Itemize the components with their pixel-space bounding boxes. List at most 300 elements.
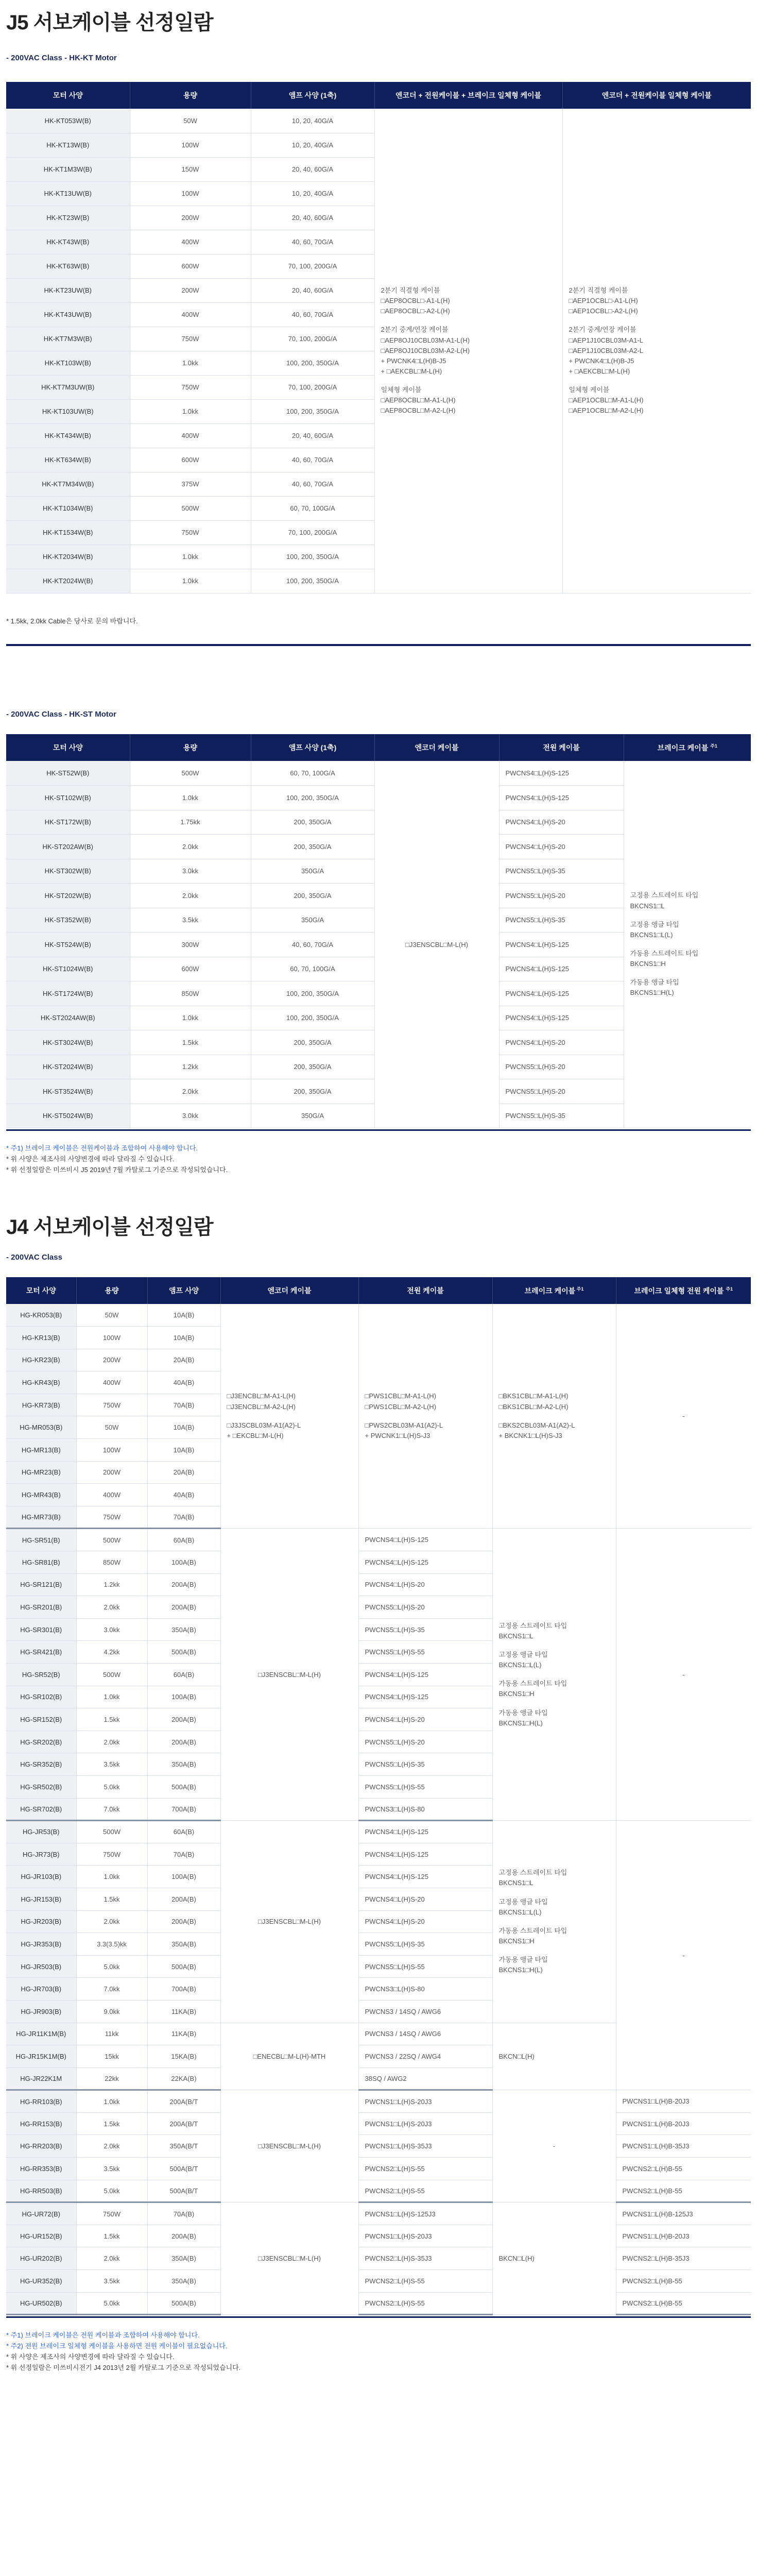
encoder-cable-line: □J3ENSCBL□M-L(H) <box>258 2255 321 2263</box>
motor-model: HK-ST3024W(B) <box>6 1030 130 1055</box>
column-header <box>6 1277 76 1304</box>
capacity: 400W <box>130 423 251 448</box>
power-cable: PWCNS4□L(H)S-125 <box>499 761 624 786</box>
amp-spec: 10A(B) <box>147 1304 220 1327</box>
brake-cable-line: □BKS2CBL03M-A1(A2)-L <box>498 1421 575 1429</box>
amp-spec: 350A(B/T <box>147 2135 220 2158</box>
power-cable: PWCNS4□L(H)S-20 <box>358 1573 492 1596</box>
amp-spec: 500A(B) <box>147 1775 220 1798</box>
capacity: 5.0kk <box>76 2180 147 2202</box>
motor-model: HK-ST1024W(B) <box>6 957 130 981</box>
table3-header-row <box>6 1277 751 1304</box>
amp-spec: 100A(B) <box>147 1866 220 1888</box>
motor-model: HG-JR903(B) <box>6 2000 76 2023</box>
amp-spec: 100, 200, 350G/A <box>251 545 374 569</box>
capacity: 2.0kk <box>130 884 251 908</box>
integrated-cable-line: □AEP1J10CBL03M-A1-L <box>569 336 643 344</box>
power-cable: PWCNS2□L(H)S-55 <box>358 2180 492 2202</box>
column-header-label: 모터 사양 <box>53 91 83 99</box>
column-header-label: 브레이크 일체형 전원 케이블 <box>634 1286 724 1295</box>
table1-subtitle: - 200VAC Class - HK-KT Motor <box>6 54 117 62</box>
table2-header-row <box>6 734 751 761</box>
column-header <box>6 734 130 761</box>
capacity: 1.2kk <box>76 1573 147 1596</box>
encoder-cable-line: □J3ENSCBL□M-L(H) <box>258 1918 321 1926</box>
power-cable-line: □PWS1CBL□M-A1-L(H) <box>365 1392 436 1400</box>
motor-model: HK-ST52W(B) <box>6 761 130 786</box>
amp-spec: 40A(B) <box>147 1484 220 1506</box>
table1-header-row <box>6 82 751 109</box>
capacity: 600W <box>130 448 251 472</box>
motor-model: HG-RR353(B) <box>6 2158 76 2180</box>
integrated-brake-power-cable: PWCNS1□L(H)B-20J3 <box>616 2225 751 2247</box>
capacity: 2.0kk <box>76 1596 147 1619</box>
power-cable: PWCNS4□L(H)S-125 <box>499 933 624 957</box>
motor-model: HK-ST302W(B) <box>6 859 130 884</box>
encoder-cable <box>220 1821 358 2023</box>
amp-spec: 60, 70, 100G/A <box>251 957 374 981</box>
motor-model: HK-KT7M3W(B) <box>6 327 130 351</box>
capacity: 750W <box>130 520 251 545</box>
integrated-cable-line: - <box>682 1412 685 1420</box>
column-header <box>6 82 130 109</box>
column-header-label: 전원 케이블 <box>543 743 580 752</box>
footnote-marker: 주1 <box>726 1286 733 1292</box>
capacity: 3.0kk <box>130 859 251 884</box>
power-cable <box>358 1304 492 1529</box>
power-cable: PWCNS1□L(H)S-125J3 <box>358 2202 492 2225</box>
motor-model: HK-ST2024W(B) <box>6 1055 130 1079</box>
power-cable: PWCNS1□L(H)S-20J3 <box>358 2090 492 2113</box>
amp-spec: 350A(B) <box>147 1753 220 1776</box>
capacity: 1.0kk <box>130 1006 251 1030</box>
motor-model: HG-RR203(B) <box>6 2135 76 2158</box>
power-cable: PWCNS4□L(H)S-125 <box>358 1821 492 1843</box>
column-header <box>374 734 499 761</box>
capacity: 750W <box>76 1394 147 1416</box>
capacity: 2.0kk <box>76 1910 147 1933</box>
motor-model: HG-JR11K1M(B) <box>6 2023 76 2045</box>
encoder-cable-line: □ENECBL□M-L(H)-MTH <box>253 2052 326 2060</box>
power-cable-line: + PWCNK1□L(H)S-J3 <box>365 1431 431 1439</box>
capacity: 50W <box>76 1304 147 1327</box>
amp-spec: 20A(B) <box>147 1349 220 1371</box>
capacity: 50W <box>76 1416 147 1439</box>
amp-spec: 20, 40, 60G/A <box>251 206 374 230</box>
integrated-brake-cable-line: + □AEKCBL□M-L(H) <box>381 367 442 375</box>
brake-cable-line: BKCNS1□L(L) <box>630 930 673 939</box>
capacity: 2.0kk <box>76 1731 147 1753</box>
integrated-cable-line: □AEP1OCBL□-A2-L(H) <box>569 307 638 315</box>
integrated-brake-power-cable: PWCNS2□L(H)B-55 <box>616 2180 751 2202</box>
capacity: 750W <box>130 375 251 399</box>
amp-spec: 10, 20, 40G/A <box>251 133 374 157</box>
power-cable: PWCNS2□L(H)S-35J3 <box>358 2247 492 2270</box>
capacity: 2.0kk <box>76 2135 147 2158</box>
capacity: 1.0kk <box>130 786 251 810</box>
table3-notes <box>6 2330 751 2373</box>
amp-spec: 10, 20, 40G/A <box>251 109 374 133</box>
motor-model: HG-SR352(B) <box>6 1753 76 1776</box>
amp-spec: 350A(B) <box>147 2247 220 2270</box>
table1-note: * 1.5kk, 2.0kk Cable은 당사로 문의 바랍니다. <box>6 617 138 625</box>
capacity: 1.0kk <box>76 1686 147 1708</box>
capacity: 750W <box>76 1506 147 1529</box>
motor-model: HG-JR203(B) <box>6 1910 76 1933</box>
motor-model: HK-KT434W(B) <box>6 423 130 448</box>
column-header-label: 용량 <box>105 1286 119 1295</box>
integrated-cable-line: 2분기 직결형 케이블 <box>569 286 628 294</box>
brake-cable <box>492 2023 616 2090</box>
power-cable: PWCNS5□L(H)S-35 <box>358 1933 492 1956</box>
motor-model: HG-KR23(B) <box>6 1349 76 1371</box>
motor-model: HK-ST102W(B) <box>6 786 130 810</box>
encoder-cable-line: □J3JSCBL03M-A1(A2)-L <box>227 1421 301 1429</box>
power-cable: PWCNS4□L(H)S-125 <box>499 786 624 810</box>
brake-cable-line: + BKCNK1□L(H)S-J3 <box>498 1431 562 1439</box>
amp-spec: 200, 350G/A <box>251 835 374 859</box>
table2-subtitle: - 200VAC Class - HK-ST Motor <box>6 710 116 719</box>
motor-model: HG-UR352(B) <box>6 2270 76 2293</box>
capacity: 50W <box>130 109 251 133</box>
brake-cable-line: 고정용 앵글 타입 <box>498 1897 548 1906</box>
power-cable: PWCNS1□L(H)S-20J3 <box>358 2112 492 2135</box>
power-cable: PWCNS5□L(H)S-20 <box>358 1596 492 1619</box>
amp-spec: 10A(B) <box>147 1416 220 1439</box>
capacity: 3.5kk <box>130 908 251 933</box>
power-cable: PWCNS5□L(H)S-20 <box>499 884 624 908</box>
brake-cable-line: BKCN□L(H) <box>498 2052 535 2060</box>
motor-model: HK-ST352W(B) <box>6 908 130 933</box>
capacity: 100W <box>76 1327 147 1349</box>
motor-model: HG-MR23(B) <box>6 1461 76 1484</box>
table-row <box>6 2270 751 2293</box>
note-line: * 위 선정일람은 미쓰비시 J5 2019년 7월 카탈로그 기준으로 작성되었습니다. <box>6 1165 228 1174</box>
brake-cable-line: BKCNS1□H(L) <box>498 1966 543 1974</box>
column-header-label: 앰프 사양 (1축) <box>288 743 337 752</box>
table3-subtitle: - 200VAC Class <box>6 1253 62 1262</box>
capacity: 1.0kk <box>130 545 251 569</box>
motor-model: HG-JR503(B) <box>6 1955 76 1978</box>
brake-cable-line: BKCNS1□L <box>630 902 665 910</box>
column-header <box>130 734 251 761</box>
capacity: 850W <box>130 981 251 1006</box>
amp-spec: 100, 200, 350G/A <box>251 569 374 593</box>
brake-cable-line: 가동용 스트레이트 타입 <box>630 950 699 957</box>
integrated-brake-power-cable: PWCNS2□L(H)B-55 <box>616 2270 751 2293</box>
amp-spec: 60A(B) <box>147 1664 220 1686</box>
power-cable: PWCNS5□L(H)S-35 <box>358 1753 492 1776</box>
encoder-cable-line: □J3ENCBL□M-A1-L(H) <box>227 1392 296 1400</box>
table2-block <box>6 710 751 1175</box>
amp-spec: 100, 200, 350G/A <box>251 786 374 810</box>
motor-model: HG-SR52(B) <box>6 1664 76 1686</box>
table-row <box>6 2247 751 2270</box>
table1 <box>6 82 751 594</box>
column-header <box>251 82 374 109</box>
amp-spec: 200, 350G/A <box>251 1079 374 1104</box>
amp-spec: 10A(B) <box>147 1439 220 1462</box>
capacity: 2.0kk <box>130 1079 251 1104</box>
encoder-cable-line: □J3ENSCBL□M-L(H) <box>258 2142 321 2150</box>
power-cable: PWCNS3 / 22SQ / AWG4 <box>358 2045 492 2068</box>
amp-spec: 350A(B) <box>147 2270 220 2293</box>
motor-model: HK-KT63W(B) <box>6 254 130 278</box>
power-cable: PWCNS1□L(H)S-20J3 <box>358 2225 492 2247</box>
table-row <box>6 2090 751 2113</box>
capacity: 200W <box>130 278 251 302</box>
brake-cable-line: 고정용 스트레이트 타입 <box>630 891 699 900</box>
amp-spec: 200A(B) <box>147 1596 220 1619</box>
capacity: 1.2kk <box>130 1055 251 1079</box>
encoder-cable-line: □J3ENCBL□M-A2-L(H) <box>227 1402 296 1411</box>
motor-model: HK-KT1534W(B) <box>6 520 130 545</box>
motor-model: HG-SR201(B) <box>6 1596 76 1619</box>
power-cable: PWCNS2□L(H)S-55 <box>358 2292 492 2315</box>
amp-spec: 60, 70, 100G/A <box>251 761 374 786</box>
motor-model: HG-KR13(B) <box>6 1327 76 1349</box>
motor-model: HK-KT1M3W(B) <box>6 157 130 181</box>
integrated-brake-cable-line: □AEP8OJ10CBL03M-A1-L(H) <box>381 336 470 344</box>
integrated-brake-power-cable: PWCNS2□L(H)B-35J3 <box>616 2247 751 2270</box>
amp-spec: 60A(B) <box>147 1821 220 1843</box>
motor-model: HG-JR153(B) <box>6 1888 76 1910</box>
amp-spec: 200A(B) <box>147 1573 220 1596</box>
brake-cable-line: BKCNS1□L <box>498 1879 534 1887</box>
brake-cable <box>492 1304 616 1529</box>
table-row <box>6 2135 751 2158</box>
amp-spec: 70A(B) <box>147 2202 220 2225</box>
encoder-cable <box>220 1304 358 1529</box>
column-header <box>374 82 562 109</box>
integrated-cable-line: □AEP1OCBL□M-A1-L(H) <box>569 396 644 404</box>
power-cable: PWCNS5□L(H)S-55 <box>358 1955 492 1978</box>
capacity: 7.0kk <box>76 1798 147 1821</box>
amp-spec: 70, 100, 200G/A <box>251 327 374 351</box>
capacity: 375W <box>130 472 251 496</box>
capacity: 100W <box>130 181 251 206</box>
amp-spec: 40, 60, 70G/A <box>251 448 374 472</box>
table1-block <box>6 54 751 646</box>
amp-spec: 100, 200, 350G/A <box>251 399 374 423</box>
motor-model: HG-RR103(B) <box>6 2090 76 2113</box>
capacity: 5.0kk <box>76 1775 147 1798</box>
motor-model: HG-SR51(B) <box>6 1529 76 1551</box>
amp-spec: 100, 200, 350G/A <box>251 351 374 375</box>
power-cable: PWCNS4□L(H)S-20 <box>499 835 624 859</box>
integrated-cable-line: - <box>682 1670 685 1679</box>
capacity: 5.0kk <box>76 2292 147 2315</box>
capacity: 100W <box>130 133 251 157</box>
amp-spec: 700A(B) <box>147 1798 220 1821</box>
power-cable-line: □PWS1CBL□M-A2-L(H) <box>365 1402 436 1411</box>
spacer <box>630 911 745 920</box>
brake-cable-line: BKCNS1□L(L) <box>498 1661 542 1669</box>
motor-model: HG-UR502(B) <box>6 2292 76 2315</box>
motor-model: HG-SR421(B) <box>6 1641 76 1664</box>
power-cable: PWCNS5□L(H)S-35 <box>499 908 624 933</box>
spacer <box>630 940 745 948</box>
motor-model: HG-UR152(B) <box>6 2225 76 2247</box>
motor-model: HK-KT7M3UW(B) <box>6 375 130 399</box>
capacity: 15kk <box>76 2045 147 2068</box>
motor-model: HK-ST524W(B) <box>6 933 130 957</box>
section-divider <box>6 644 751 646</box>
power-cable-line: □PWS2CBL03M-A1(A2)-L <box>365 1421 443 1429</box>
motor-model: HG-SR301(B) <box>6 1618 76 1641</box>
amp-spec: 200A(B) <box>147 2225 220 2247</box>
power-cable: PWCNS4□L(H)S-125 <box>358 1866 492 1888</box>
amp-spec: 350A(B) <box>147 1618 220 1641</box>
power-cable: PWCNS3□L(H)S-80 <box>358 1978 492 2001</box>
amp-spec: 70A(B) <box>147 1394 220 1416</box>
capacity: 22kk <box>76 2067 147 2090</box>
integrated-brake-power-cable: PWCNS1□L(H)B-20J3 <box>616 2090 751 2113</box>
amp-spec: 70, 100, 200G/A <box>251 375 374 399</box>
amp-spec: 200, 350G/A <box>251 884 374 908</box>
amp-spec: 11KA(B) <box>147 2000 220 2023</box>
column-header <box>147 1277 220 1304</box>
motor-model: HG-JR53(B) <box>6 1821 76 1843</box>
amp-spec: 200, 350G/A <box>251 1030 374 1055</box>
capacity: 3.0kk <box>76 1618 147 1641</box>
note-line: * 위 사양은 제조사의 사양변경에 따라 달라질 수 있습니다. <box>6 2352 175 2361</box>
column-header-label: 용량 <box>183 743 198 752</box>
capacity: 500W <box>130 496 251 520</box>
encoder-cable <box>220 2023 358 2090</box>
integrated-cable <box>562 109 751 593</box>
capacity: 200W <box>130 206 251 230</box>
column-header-label: 엔코더 + 전원케이블 일체형 케이블 <box>601 91 712 99</box>
note-line: * 위 사양은 제조사의 사양변경에 따라 달라질 수 있습니다. <box>6 1155 175 1163</box>
power-cable: PWCNS5□L(H)S-55 <box>358 1641 492 1664</box>
table-row <box>6 2158 751 2180</box>
motor-model: HK-KT23UW(B) <box>6 278 130 302</box>
amp-spec: 350A(B) <box>147 1933 220 1956</box>
brake-cable <box>492 1821 616 2023</box>
brake-cable-line: 가동용 앵글 타입 <box>498 1708 548 1717</box>
table2-notes <box>6 1143 751 1175</box>
integrated-brake-cable-line: □AEP8OCBL□-A1-L(H) <box>381 297 450 305</box>
column-header-label: 앰프 사양 <box>169 1286 199 1295</box>
table-row <box>6 761 751 786</box>
power-cable: PWCNS4□L(H)S-125 <box>358 1686 492 1708</box>
capacity: 300W <box>130 933 251 957</box>
power-cable: PWCNS4□L(H)S-125 <box>499 981 624 1006</box>
spacer <box>499 1918 610 1926</box>
amp-spec: 200, 350G/A <box>251 1055 374 1079</box>
motor-model: HG-JR73(B) <box>6 1843 76 1866</box>
column-header-label: 엔코더 케이블 <box>415 743 459 752</box>
integrated-brake-cable-line: + PWCNK4□L(H)B-J5 <box>381 357 446 365</box>
j4-section-title: J4 서보케이블 선정일람 <box>6 1216 213 1239</box>
integrated-cable-line: - <box>682 1951 685 1959</box>
capacity: 9.0kk <box>76 2000 147 2023</box>
capacity: 3.3(3.5)kk <box>76 1933 147 1956</box>
column-header <box>499 734 624 761</box>
amp-spec: 500A(B) <box>147 1641 220 1664</box>
motor-model: HK-KT43UW(B) <box>6 302 130 327</box>
amp-spec: 20, 40, 60G/A <box>251 157 374 181</box>
motor-model: HK-KT23W(B) <box>6 206 130 230</box>
power-cable: PWCNS5□L(H)S-35 <box>499 859 624 884</box>
table-row <box>6 1821 751 1843</box>
motor-model: HK-ST202AW(B) <box>6 835 130 859</box>
power-cable: PWCNS4□L(H)S-125 <box>358 1529 492 1551</box>
column-header-label: 엔코더 케이블 <box>267 1286 312 1295</box>
capacity: 1.75kk <box>130 810 251 835</box>
column-header-label: 용량 <box>183 91 198 99</box>
brake-cable <box>624 761 751 1128</box>
motor-model: HK-KT1034W(B) <box>6 496 130 520</box>
amp-spec: 100, 200, 350G/A <box>251 981 374 1006</box>
integrated-cable <box>616 1304 751 1529</box>
capacity: 5.0kk <box>76 1955 147 1978</box>
column-header <box>624 734 751 761</box>
brake-cable-line: BKCNS1□L(L) <box>498 1908 542 1916</box>
motor-model: HK-KT103UW(B) <box>6 399 130 423</box>
spacer <box>227 1412 352 1420</box>
brake-cable-line: BKCNS1□H <box>630 960 666 968</box>
brake-cable-line: BKCN□L(H) <box>498 2255 535 2263</box>
power-cable: PWCNS4□L(H)S-20 <box>358 1910 492 1933</box>
power-cable: PWCNS4□L(H)S-125 <box>499 957 624 981</box>
capacity: 3.0kk <box>130 1104 251 1128</box>
capacity: 3.5kk <box>76 1753 147 1776</box>
power-cable: PWCNS4□L(H)S-20 <box>499 1030 624 1055</box>
table-row <box>6 109 751 133</box>
integrated-cable-line: □AEP1OCBL□-A1-L(H) <box>569 297 638 305</box>
amp-spec: 500A(B/T <box>147 2158 220 2180</box>
column-header-label: 앰프 사양 (1축) <box>288 91 337 99</box>
spacer <box>499 1412 610 1420</box>
amp-spec: 10, 20, 40G/A <box>251 181 374 206</box>
column-header-label: 브레이크 케이블 <box>657 743 709 752</box>
motor-model: HG-KR053(B) <box>6 1304 76 1327</box>
amp-spec: 40, 60, 70G/A <box>251 933 374 957</box>
amp-spec: 700A(B) <box>147 1978 220 2001</box>
encoder-cable-line: □J3ENSCBL□M-L(H) <box>258 1670 321 1679</box>
amp-spec: 350G/A <box>251 859 374 884</box>
spacer <box>630 969 745 977</box>
brake-cable-line: 고정용 스트레이트 타입 <box>498 1869 567 1877</box>
column-header <box>358 1277 492 1304</box>
note-line: * 주1) 브레이크 케이블은 전원케이블과 조합하여 사용해야 합니다. <box>6 1144 198 1152</box>
column-header <box>251 734 374 761</box>
amp-spec: 60A(B) <box>147 1529 220 1551</box>
integrated-cable-line: 2분기 중계/연장 케이블 <box>569 326 636 334</box>
column-header <box>562 82 751 109</box>
motor-model: HG-MR73(B) <box>6 1506 76 1529</box>
capacity: 750W <box>76 1843 147 1866</box>
amp-spec: 70, 100, 200G/A <box>251 254 374 278</box>
amp-spec: 100A(B) <box>147 1551 220 1574</box>
integrated-cable-line: □AEP1OCBL□M-A2-L(H) <box>569 406 644 415</box>
column-header <box>220 1277 358 1304</box>
capacity: 1.5kk <box>76 1888 147 1910</box>
amp-spec: 70A(B) <box>147 1506 220 1529</box>
capacity: 100W <box>76 1439 147 1462</box>
amp-spec: 200A(B) <box>147 1910 220 1933</box>
column-header <box>616 1277 751 1304</box>
motor-model: HG-SR102(B) <box>6 1686 76 1708</box>
amp-spec: 11KA(B) <box>147 2023 220 2045</box>
spacer <box>569 377 745 385</box>
brake-cable-line: □BKS1CBL□M-A2-L(H) <box>498 1402 569 1411</box>
power-cable: PWCNS3 / 14SQ / AWG6 <box>358 2023 492 2045</box>
capacity: 11kk <box>76 2023 147 2045</box>
amp-spec: 350G/A <box>251 1104 374 1128</box>
